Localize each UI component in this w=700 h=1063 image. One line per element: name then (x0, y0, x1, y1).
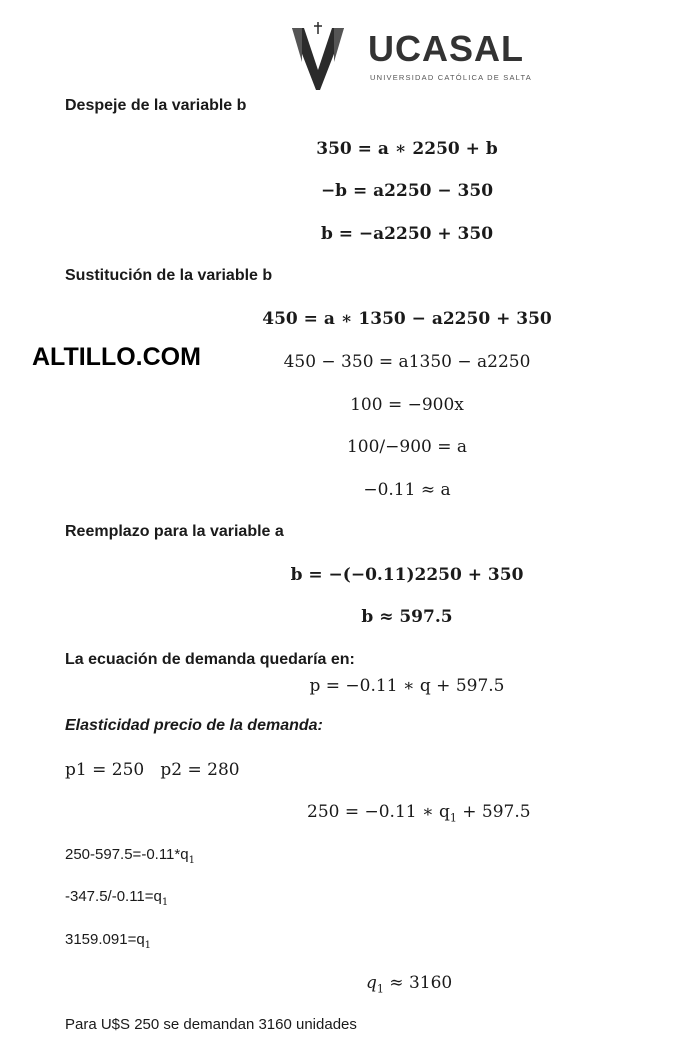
equation (307, 802, 531, 824)
calc-main: -347.5/-0.11=q (65, 888, 162, 905)
equation: −0.11 ≈ a (363, 480, 451, 500)
subscript: 1 (188, 855, 195, 866)
heading-ecuacion: La ecuación de demanda quedaría en: (65, 651, 355, 668)
q1-tail: ≈ 3160 (383, 973, 453, 993)
heading-elasticidad: Elasticidad precio de la demanda: (65, 717, 323, 734)
ucasal-shield-icon (288, 22, 348, 92)
equation-tail: + 597.5 (456, 802, 531, 822)
prices: p1 = 250 p2 = 280 (65, 760, 240, 780)
q1-main: q (366, 973, 377, 993)
demand-equation: p = −0.11 ∗ q + 597.5 (309, 676, 505, 696)
equation: −b = a2250 − 350 (320, 181, 494, 201)
logo-name: UCASAL (368, 28, 524, 69)
subscript: 1 (449, 811, 457, 825)
equation: b = −(−0.11)2250 + 350 (290, 565, 524, 585)
subscript: 1 (144, 940, 152, 951)
equation: 350 = a ∗ 2250 + b (316, 139, 498, 159)
calc-line (65, 888, 168, 908)
calc-main: 250-597.5=-0.11*q (65, 846, 189, 863)
calc-line (65, 846, 195, 866)
logo-subtitle: UNIVERSIDAD CATÓLICA DE SALTA (370, 73, 532, 82)
equation-main: 250 = −0.11 ∗ q (307, 802, 450, 822)
equation-q1 (366, 973, 452, 995)
subscript: 1 (161, 897, 169, 908)
equation: b ≈ 597.5 (361, 607, 453, 627)
ucasal-logo (288, 22, 538, 92)
watermark: ALTILLO.COM (32, 343, 201, 371)
calc-line (65, 931, 151, 951)
heading-despeje: Despeje de la variable b (65, 97, 247, 114)
calc-main: 3159.091=q (65, 931, 145, 948)
equation: 100/−900 = a (346, 437, 468, 457)
equation: b = −a2250 + 350 (320, 224, 494, 244)
subscript: 1 (376, 982, 384, 996)
equation: 450 = a ∗ 1350 − a2250 + 350 (262, 309, 552, 329)
equation: 450 − 350 = a1350 − a2250 (283, 352, 531, 372)
conclusion-text: Para U$S 250 se demandan 3160 unidades (65, 1016, 357, 1033)
equation: 100 = −900x (350, 395, 464, 415)
heading-reemplazo: Reemplazo para la variable a (65, 523, 284, 540)
heading-sustitucion: Sustitución de la variable b (65, 267, 273, 284)
